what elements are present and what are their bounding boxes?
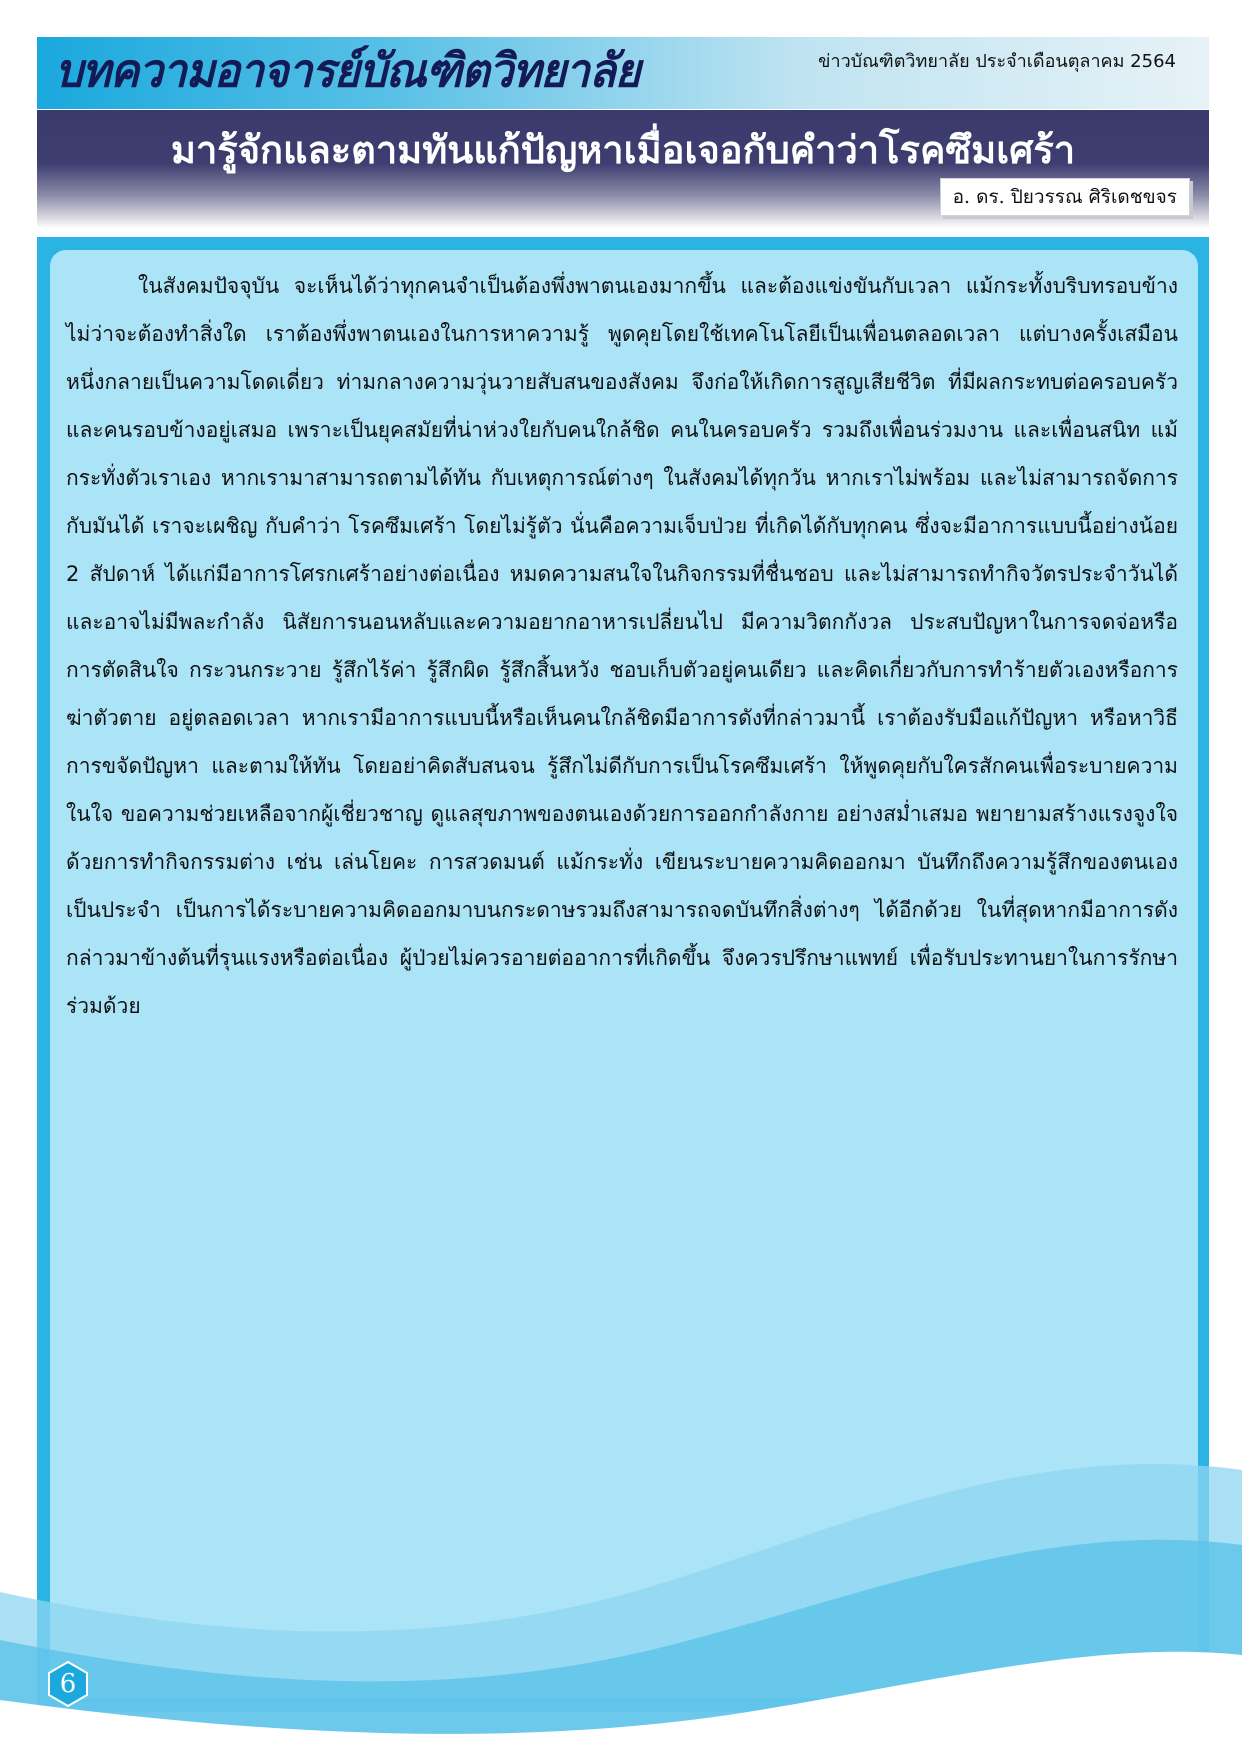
article-body bbox=[66, 262, 1178, 1030]
body-paragraph: ในสังคมปัจจุบัน จะเห็นได้ว่าทุกคนจำเป็นต้องพึ่งพาตนเองมากขึ้น และต้องแข่งขันกับเวลา แม้กระทั้งบริบทรอบข้าง ไม่ว่าจะต้องทำสิ่งใด เราต้องพึ่งพาตนเองในการหาความรู้ พูดคุยโดยใช้เทคโนโลยีเป็นเพื่อนตลอดเวลา แต่บางครั้งเสมือนหนึ่งกลายเป็นความโดดเดี่ยว ท่ามกลางความวุ่นวายสับสนของสังคม จึงก่อให้เกิดการสูญเสียชีวิต ที่มีผลกระทบต่อครอบครัวและคนรอบข้างอยู่เสมอ เพราะเป็นยุคสมัยที่น่าห่วงใยกับคนใกล้ชิด คนในครอบครัว รวมถึงเพื่อนร่วมงาน และเพื่อนสนิท แม้กระทั่งตัวเราเอง หากเรามาสามารถตามได้ทัน กับเหตุการณ์ต่างๆ ในสังคมได้ทุกวัน หากเราไม่พร้อม และไม่สามารถจัดการกับมันได้ เราจะเผชิญ กับคำว่า โรคซึมเศร้า โดยไม่รู้ตัว นั่นคือความเจ็บป่วย ที่เกิดได้กับทุกคน ซึ่งจะมีอาการแบบนี้อย่างน้อย 2 สัปดาห์ ได้แก่มีอาการโศรกเศร้าอย่างต่อเนื่อง หมดความสนใจในกิจกรรมที่ชื่นชอบ และไม่สามารถทำกิจวัตรประจำวันได้ และอาจไม่มีพละกำลัง นิสัยการนอนหลับและความอยากอาหารเปลี่ยนไป มีความวิตกกังวล ประสบปัญหาในการจดจ่อหรือการตัดสินใจ กระวนกระวาย รู้สึกไร้ค่า รู้สึกผิด รู้สึกสิ้นหวัง ชอบเก็บตัวอยู่คนเดียว และคิดเกี่ยวกับการทำร้ายตัวเองหรือการฆ่าตัวตาย อยู่ตลอดเวลา หากเรามีอาการแบบนี้หรือเห็นคนใกล้ชิดมีอาการดังที่กล่าวมานี้ เราต้องรับมือแก้ปัญหา หรือหาวิธีการขจัดปัญหา และตามให้ทัน โดยอย่าคิดสับสนจน รู้สึกไม่ดีกับการเป็นโรคซึมเศร้า ให้พูดคุยกับใครสักคนเพื่อระบายความในใจ ขอความช่วยเหลือจากผู้เชี่ยวชาญ ดูแลสุขภาพของตนเองด้วยการออกกำลังกาย อย่างสม่ำเสมอ พยายามสร้างแรงจูงใจด้วยการทำกิจกรรมต่าง เช่น เล่นโยคะ การสวดมนต์ แม้กระทั่ง เขียนระบายความคิดออกมา บันทึกถึงความรู้สึกของตนเองเป็นประจำ เป็นการได้ระบายความคิดออกมาบนกระดาษรวมถึงสามารถจดบันทึกสิ่งต่างๆ ได้อีกด้วย ในที่สุดหากมีอาการดังกล่าวมาข้างต้นที่รุนแรงหรือต่อเนื่อง ผู้ป่วยไม่ควรอายต่ออาการที่เกิดขึ้น จึงควรปรึกษาแพทย์ เพื่อรับประทานยาในการรักษาร่วมด้วย bbox=[66, 274, 1178, 1018]
page-number: 6 bbox=[59, 1669, 77, 1699]
section-title: บทความอาจารย์บัณฑิตวิทยาลัย bbox=[55, 44, 640, 99]
author-name: อ. ดร. ปิยวรรณ ศิริเดชขจร bbox=[940, 178, 1190, 216]
issue-info: ข่าวบัณฑิตวิทยาลัย ประจำเดือนตุลาคม 2564 bbox=[818, 51, 1176, 72]
article-title: มารู้จักและตามทันแก้ปัญหาเมื่อเจอกับคำว่าโรคซึมเศร้า bbox=[170, 128, 1076, 172]
